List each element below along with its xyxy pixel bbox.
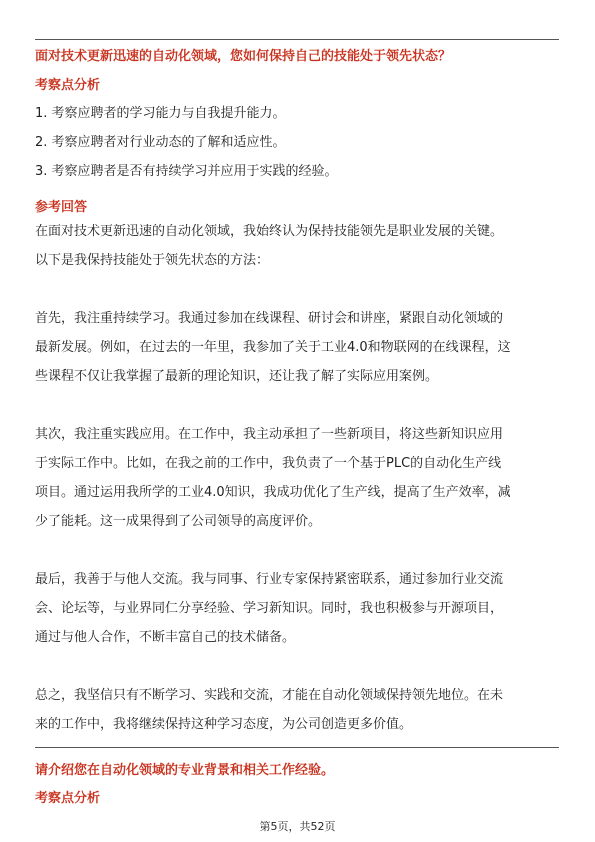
analysis-point: 2. 考察应聘者对行业动态的了解和适应性。 bbox=[35, 135, 286, 150]
question-title-2: 请介绍您在自动化领域的专业背景和相关工作经验。 bbox=[35, 763, 335, 778]
analysis-point: 1. 考察应聘者的学习能力与自我提升能力。 bbox=[35, 106, 286, 121]
answer-line: 于实际工作中。比如，在我之前的工作中，我负责了一个基于PLC的自动化生产线 bbox=[35, 456, 502, 471]
answer-line: 总之，我坚信只有不断学习、实践和交流，才能在自动化领域保持领先地位。在未 bbox=[35, 688, 504, 703]
answer-heading: 参考回答 bbox=[35, 200, 88, 215]
answer-line: 项目。通过运用我所学的工业4.0知识，我成功优化了生产线，提高了生产效率，减 bbox=[35, 485, 511, 500]
top-divider bbox=[35, 39, 559, 40]
answer-line: 最后，我善于与他人交流。我与同事、行业专家保持紧密联系，通过参加行业交流 bbox=[35, 572, 504, 587]
analysis-point: 3. 考察应聘者是否有持续学习并应用于实践的经验。 bbox=[35, 164, 338, 179]
question-title: 面对技术更新迅速的自动化领域，您如何保持自己的技能处于领先状态？ bbox=[35, 49, 452, 64]
answer-line: 最新发展。例如，在过去的一年里，我参加了关于工业4.0和物联网的在线课程，这 bbox=[35, 340, 511, 355]
answer-line: 少了能耗。这一成果得到了公司领导的高度评价。 bbox=[35, 514, 322, 529]
answer-line: 来的工作中，我将继续保持这种学习态度，为公司创造更多价值。 bbox=[35, 717, 413, 732]
analysis-heading: 考察点分析 bbox=[35, 78, 101, 93]
analysis-heading-2: 考察点分析 bbox=[35, 791, 101, 806]
page-number: 第5页，共52页 bbox=[259, 820, 336, 833]
answer-line: 通过与他人合作，不断丰富自己的技术储备。 bbox=[35, 630, 296, 645]
answer-line: 在面对技术更新迅速的自动化领域，我始终认为保持技能领先是职业发展的关键。 bbox=[35, 224, 504, 239]
answer-line: 其次，我注重实践应用。在工作中，我主动承担了一些新项目，将这些新知识应用 bbox=[35, 427, 504, 442]
answer-line: 些课程不仅让我掌握了最新的理论知识，还让我了解了实际应用案例。 bbox=[35, 369, 439, 384]
section-divider bbox=[35, 747, 559, 748]
answer-line: 首先，我注重持续学习。我通过参加在线课程、研讨会和讲座，紧跟自动化领域的 bbox=[35, 311, 504, 326]
answer-line: 以下是我保持技能处于领先状态的方法： bbox=[35, 253, 270, 268]
answer-line: 会、论坛等，与业界同仁分享经验、学习新知识。同时，我也积极参与开源项目， bbox=[35, 601, 504, 616]
